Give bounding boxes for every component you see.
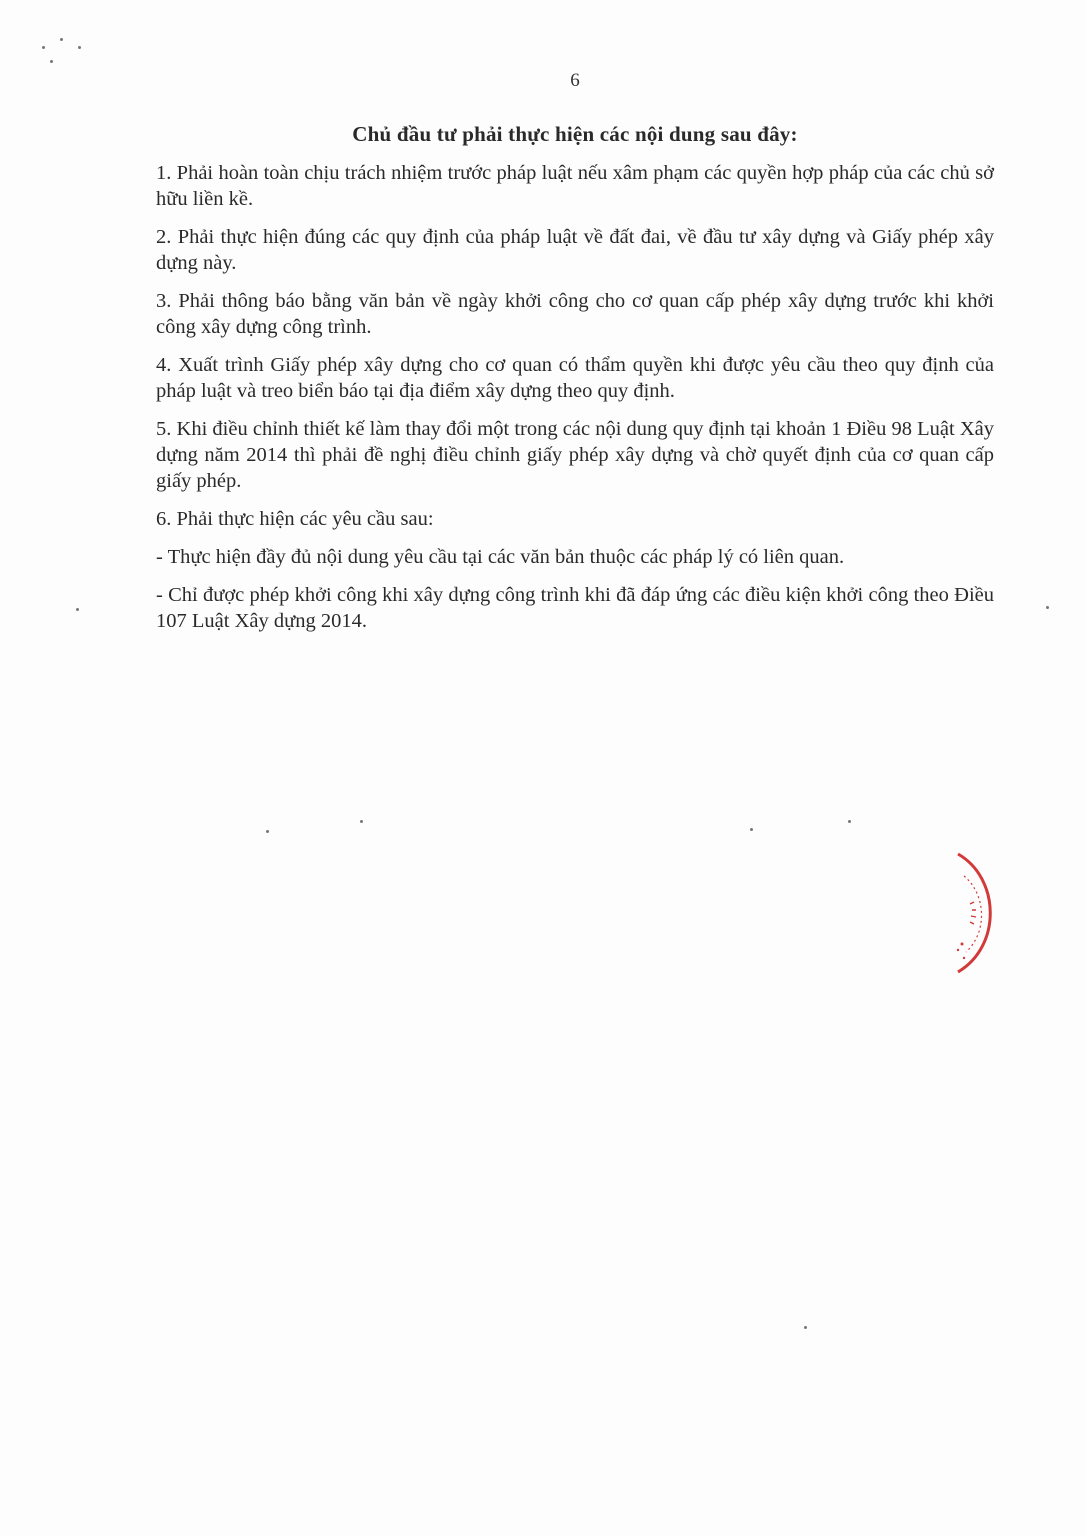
scan-speck xyxy=(42,46,45,49)
clause-6: 6. Phải thực hiện các yêu cầu sau: xyxy=(156,508,434,530)
scan-speck xyxy=(750,828,753,831)
scan-speck xyxy=(848,820,851,823)
scan-speck xyxy=(266,830,269,833)
scan-speck xyxy=(1046,606,1049,609)
scan-speck xyxy=(78,46,81,49)
clause-2: 2. Phải thực hiện đúng các quy định của pháp luật về đất đai, về đầu tư xây dựng và Giấy phép xây dựng này. xyxy=(156,226,994,274)
scan-speck xyxy=(76,608,79,611)
scan-speck xyxy=(804,1326,807,1329)
clause-3: 3. Phải thông báo bằng văn bản về ngày khởi công cho cơ quan cấp phép xây dựng trước khi khởi công xây dựng công trình. xyxy=(156,290,994,338)
clause-4: 4. Xuất trình Giấy phép xây dựng cho cơ quan có thẩm quyền khi được yêu cầu theo quy định của pháp luật và treo biển báo tại địa điểm xây dựng theo quy định. xyxy=(156,354,994,402)
clause-5: 5. Khi điều chỉnh thiết kế làm thay đổi một trong các nội dung quy định tại khoản 1 Điều 98 Luật Xây dựng năm 2014 thì phải đề nghị điều chỉnh giấy phép xây dựng và chờ quyết định của cơ quan cấp giấy phép. xyxy=(156,418,994,492)
clause-6-item-2: - Chỉ được phép khởi công khi xây dựng công trình khi đã đáp ứng các điều kiện khởi công theo Điều 107 Luật Xây dựng 2014. xyxy=(156,584,994,632)
scan-speck xyxy=(360,820,363,823)
scan-speck xyxy=(60,38,63,41)
document-body xyxy=(156,160,994,646)
red-seal-stamp-icon xyxy=(940,848,1010,978)
clause-6-item-1: - Thực hiện đầy đủ nội dung yêu cầu tại các văn bản thuộc các pháp lý có liên quan. xyxy=(156,546,845,568)
clause-1: 1. Phải hoàn toàn chịu trách nhiệm trước pháp luật nếu xâm phạm các quyền hợp pháp của các chủ sở hữu liền kề. xyxy=(156,162,994,210)
section-heading: Chủ đầu tư phải thực hiện các nội dung sau đây: xyxy=(352,122,798,146)
scan-speck xyxy=(50,60,53,63)
page-number: 6 xyxy=(570,70,580,91)
